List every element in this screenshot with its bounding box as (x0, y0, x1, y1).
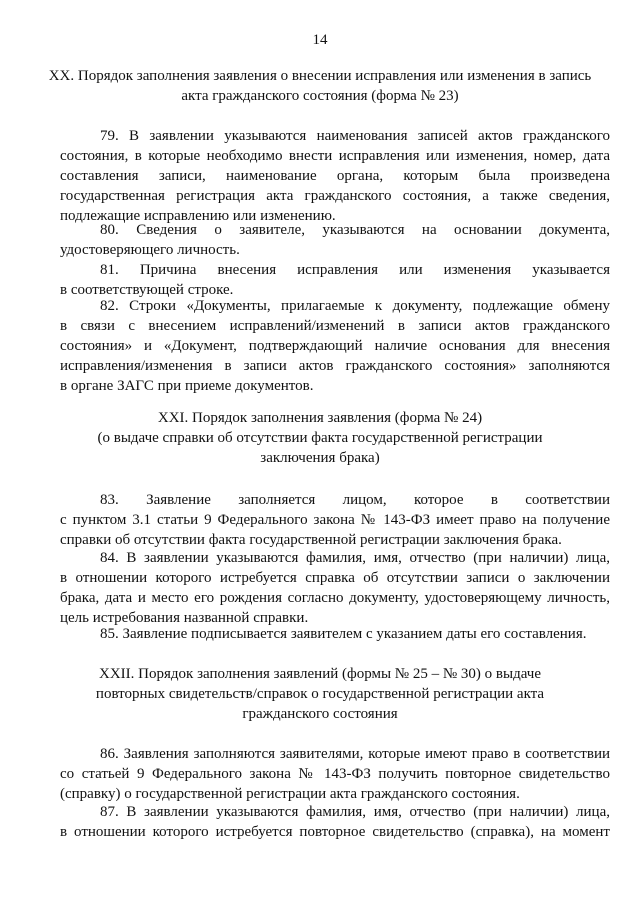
paragraph-line: в отношении которого истребуется повторное свидетельство (справка), на момент (60, 824, 610, 840)
paragraph-line: подлежащие исправлению или изменению. (60, 208, 336, 224)
paragraph-line: 85. Заявление подписывается заявителем с указанием даты его составления. (100, 626, 587, 642)
paragraph-line: 83. Заявление заполняется лицом, которое в соответствии (100, 492, 610, 508)
paragraph-line: 80. Сведения о заявителе, указываются на основании документа, (100, 222, 610, 238)
heading-line: заключения брака) (260, 450, 380, 466)
paragraph-85 (60, 624, 610, 644)
paragraph-80 (60, 220, 610, 260)
paragraph-83 (60, 490, 610, 550)
paragraph-79 (60, 126, 610, 226)
paragraph-line: справки об отсутствии факта государственной регистрации заключения брака. (60, 532, 562, 548)
paragraph-line: цель истребования названной справки. (60, 610, 309, 626)
heading-line: XXII. Порядок заполнения заявлений (формы № 25 – № 30) о выдаче (99, 666, 541, 682)
heading-line: XXI. Порядок заполнения заявления (форма № 24) (157, 410, 483, 426)
paragraph-line: состояния» и «Документ, подтверждающий наличие основания для внесения (60, 338, 610, 354)
paragraph-line: состояния, в которые необходимо внести исправления или изменения, номер, дата (60, 148, 610, 164)
paragraph-line: (справку) о государственной регистрации акта гражданского состояния. (60, 786, 520, 802)
paragraph-84 (60, 548, 610, 628)
paragraph-line: в связи с внесением исправлений/изменений в записи актов гражданского (60, 318, 610, 334)
paragraph-line: с пунктом 3.1 статьи 9 Федерального закона № 143-ФЗ имеет право на получение (60, 512, 610, 528)
heading-line: гражданского состояния (242, 706, 398, 722)
section-heading-22 (40, 664, 600, 724)
page-number: 14 (312, 32, 328, 48)
heading-line: повторных свидетельств/справок о государственной регистрации акта (95, 686, 545, 702)
paragraph-line: 86. Заявления заполняются заявителями, которые имеют право в соответствии (100, 746, 610, 762)
paragraph-line: 81. Причина внесения исправления или изменения указывается (100, 262, 610, 278)
paragraph-87 (60, 802, 610, 842)
paragraph-81 (60, 260, 610, 300)
paragraph-line: в отношении которого истребуется справка об отсутствии записи о заключении (60, 570, 610, 586)
heading-line: акта гражданского состояния (форма № 23) (181, 88, 459, 104)
paragraph-line: 79. В заявлении указываются наименования записей актов гражданского (100, 128, 610, 144)
paragraph-line: 84. В заявлении указываются фамилия, имя, отчество (при наличии) лица, (100, 550, 610, 566)
paragraph-line: в соответствующей строке. (60, 282, 234, 298)
paragraph-line: исправления/изменения в записи актов гражданского состояния» заполняются (60, 358, 610, 374)
paragraph-line: составления записи, наименование органа, которым была произведена (60, 168, 610, 184)
section-heading-20 (40, 66, 600, 106)
paragraph-line: 87. В заявлении указываются фамилия, имя, отчество (при наличии) лица, (100, 804, 610, 820)
paragraph-line: брака, дата и место его рождения согласно документу, удостоверяющему личность, (60, 590, 610, 606)
paragraph-line: государственная регистрация акта гражданского состояния, а также сведения, (60, 188, 610, 204)
heading-line: XX. Порядок заполнения заявления о внесении исправления или изменения в запись (48, 68, 592, 84)
section-heading-21 (40, 408, 600, 468)
paragraph-line: в органе ЗАГС при приеме документов. (60, 378, 314, 394)
paragraph-82 (60, 296, 610, 396)
paragraph-line: удостоверяющего личность. (60, 242, 240, 258)
paragraph-line: 82. Строки «Документы, прилагаемые к документу, подлежащие обмену (100, 298, 610, 314)
paragraph-line: со статьей 9 Федерального закона № 143-ФЗ получить повторное свидетельство (60, 766, 610, 782)
paragraph-86 (60, 744, 610, 804)
heading-line: (о выдаче справки об отсутствии факта государственной регистрации (97, 430, 543, 446)
